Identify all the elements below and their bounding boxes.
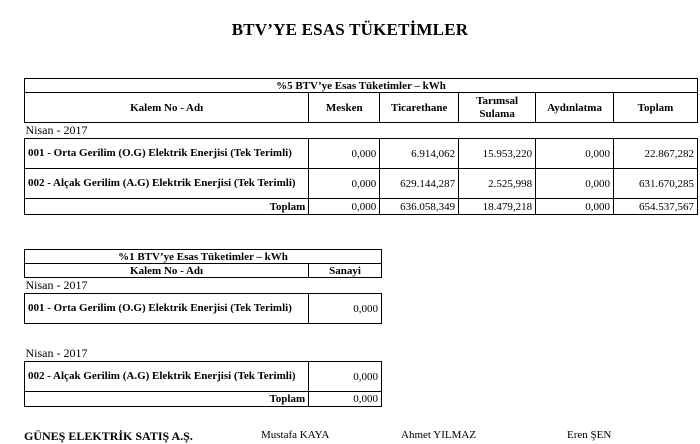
total-value: 0,000 bbox=[536, 199, 614, 215]
table-row bbox=[25, 294, 382, 324]
table-row bbox=[25, 139, 698, 169]
btv-1-table bbox=[24, 249, 382, 324]
total-value: 654.537,567 bbox=[614, 199, 698, 215]
signatory-name: Ahmet YILMAZ bbox=[401, 429, 477, 441]
item-name: 001 - Orta Gerilim (O.G) Elektrik Enerjisi (Tek Terimli) bbox=[25, 294, 309, 324]
column-header-sanayi: Sanayi bbox=[309, 264, 382, 278]
period-label: Nisan - 2017 bbox=[25, 346, 88, 360]
cell-value: 631.670,285 bbox=[614, 169, 698, 199]
cell-value: 629.144,287 bbox=[380, 169, 459, 199]
cell-value: 22.867,282 bbox=[614, 139, 698, 169]
cell-value: 6.914,062 bbox=[380, 139, 459, 169]
period-label: Nisan - 2017 bbox=[25, 123, 88, 137]
cell-value: 0,000 bbox=[309, 169, 380, 199]
cell-value: 0,000 bbox=[536, 169, 614, 199]
total-row bbox=[25, 199, 698, 215]
column-header-item: Kalem No - Adı bbox=[25, 264, 309, 278]
btv-1-table-continued bbox=[24, 346, 382, 407]
signatory-name: Mustafa KAYA bbox=[261, 429, 330, 441]
page-title: BTV’YE ESAS TÜKETİMLER bbox=[231, 20, 469, 39]
item-name: 001 - Orta Gerilim (O.G) Elektrik Enerjisi (Tek Terimli) bbox=[25, 139, 309, 169]
table-row bbox=[25, 169, 698, 199]
total-value: 0,000 bbox=[309, 392, 382, 407]
cell-value: 0,000 bbox=[536, 139, 614, 169]
cell-value: 0,000 bbox=[309, 139, 380, 169]
cell-value: 15.953,220 bbox=[459, 139, 536, 169]
item-name: 002 - Alçak Gerilim (A.G) Elektrik Enerjisi (Tek Terimli) bbox=[25, 362, 309, 392]
btv-5-table bbox=[24, 78, 698, 215]
signature-footer bbox=[0, 429, 700, 441]
column-header-mesken: Mesken bbox=[309, 93, 380, 123]
total-label: Toplam bbox=[25, 392, 309, 407]
table-caption: %5 BTV’ye Esas Tüketimler – kWh bbox=[25, 79, 698, 93]
cell-value: 0,000 bbox=[309, 362, 382, 392]
column-header-ticarethane: Ticarethane bbox=[380, 93, 459, 123]
table-row bbox=[25, 362, 382, 392]
total-label: Toplam bbox=[25, 199, 309, 215]
signatory-name: Eren ŞEN bbox=[567, 429, 612, 441]
total-value: 636.058,349 bbox=[380, 199, 459, 215]
company-name: GÜNEŞ ELEKTRİK SATIŞ A.Ş. bbox=[24, 429, 193, 443]
column-header-item: Kalem No - Adı bbox=[25, 93, 309, 123]
total-value: 0,000 bbox=[309, 199, 380, 215]
period-label: Nisan - 2017 bbox=[25, 278, 88, 292]
column-header-tarimsal-sulama: Tarımsal Sulama bbox=[459, 93, 536, 123]
total-value: 18.479,218 bbox=[459, 199, 536, 215]
cell-value: 0,000 bbox=[309, 294, 382, 324]
column-header-aydinlatma: Aydınlatma bbox=[536, 93, 614, 123]
cell-value: 2.525,998 bbox=[459, 169, 536, 199]
total-row bbox=[25, 392, 382, 407]
table-caption: %1 BTV’ye Esas Tüketimler – kWh bbox=[25, 250, 382, 264]
item-name: 002 - Alçak Gerilim (A.G) Elektrik Enerjisi (Tek Terimli) bbox=[25, 169, 309, 199]
column-header-toplam: Toplam bbox=[614, 93, 698, 123]
